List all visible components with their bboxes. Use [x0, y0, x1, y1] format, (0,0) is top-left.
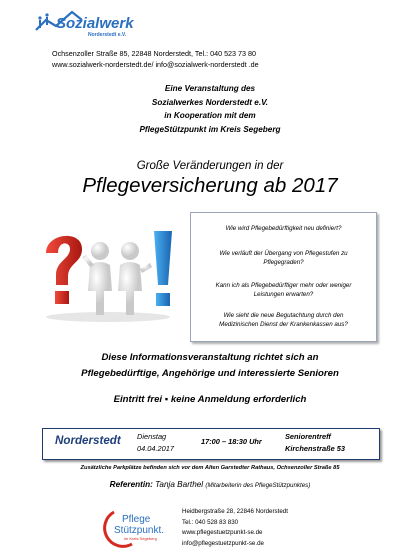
event-details-box	[42, 428, 380, 460]
svg-text:Stützpunkt.: Stützpunkt.	[114, 525, 165, 536]
question-item-2: Wie verläuft der Übergang von Pflegestufen zu Pflegegraden?	[219, 250, 348, 267]
intro-line-4: PflegeStützpunkt im Kreis Segeberg	[139, 124, 281, 134]
pflegestuetzpunkt-logo	[102, 508, 172, 548]
header-address	[52, 48, 259, 70]
figure-head-left	[91, 242, 109, 260]
question-figures-illustration	[38, 225, 178, 325]
question-mark-icon	[46, 236, 82, 285]
speaker-label: Referentin:	[109, 480, 153, 489]
question-item-4: Wie sieht die neue Begutachtung durch den Medizinischen Dienst der Krankenkassen aus?	[219, 312, 348, 329]
footer-address: Heidbergstraße 28, 22846 Norderstedt	[182, 508, 288, 515]
audience-line-1: Diese Informationsveranstaltung richtet sich an	[101, 352, 319, 363]
web-line: www.sozialwerk-norderstedt.de/ info@sozialwerk-norderstedt .de	[52, 60, 259, 69]
speaker-name: Tanja Barthel	[155, 480, 204, 489]
speaker-note: (Mitarbeiterin des PflegeStützpunktes)	[205, 482, 311, 489]
intro-line-1: Eine Veranstaltung des	[164, 84, 256, 93]
intro-line-3: in Kooperation mit dem	[164, 111, 256, 121]
footer-phone: Tel.: 040 528 83 830	[182, 518, 239, 526]
event-city: Norderstedt	[55, 434, 121, 447]
audience-info	[0, 350, 420, 381]
event-weekday: Dienstag	[137, 432, 167, 441]
svg-text:Pflege: Pflege	[122, 514, 151, 525]
sozialwerk-logo	[32, 8, 152, 40]
speaker-line	[0, 480, 420, 489]
footer-contact	[182, 507, 288, 549]
event-date-value: 04.04.2017	[137, 443, 174, 453]
entry-info: Eintritt frei ▪ keine Anmeldung erforderlich	[113, 394, 307, 405]
event-venue-street: Kirchenstraße 53	[285, 443, 345, 453]
questions-box	[190, 212, 377, 342]
intro-line-2: Sozialwerkes Norderstedt e.V.	[151, 97, 269, 107]
svg-text:im Kreis Segeberg: im Kreis Segeberg	[124, 536, 157, 541]
headline-sub: Große Veränderungen in der	[136, 160, 284, 172]
svg-text:Sozialwerk: Sozialwerk	[56, 15, 134, 32]
figure-head-right	[121, 242, 139, 260]
exclamation-mark-icon	[154, 231, 172, 285]
event-time: 17:00 – 18:30 Uhr	[201, 437, 262, 446]
svg-text:Norderstedt e.V.: Norderstedt e.V.	[88, 32, 127, 38]
question-item-3: Kann ich als Pflegebedürftiger mehr oder weniger Leistungen erwarten?	[215, 282, 352, 299]
intro-block	[0, 82, 420, 136]
audience-line-2: Pflegebedürftige, Angehörige und interessierte Senioren	[81, 367, 339, 379]
footer-email: info@pflegestuetzpunkt-se.de	[182, 539, 264, 547]
address-line: Ochsenzoller Straße 85, 22848 Norderstedt, Tel.: 040 523 73 80	[52, 49, 257, 58]
question-item-1: Wie wird Pflegebedürftigkeit neu definiert?	[225, 225, 342, 232]
headline-main: Pflegeversicherung ab 2017	[82, 174, 338, 197]
event-venue	[285, 431, 345, 454]
event-date	[137, 431, 174, 454]
footer-web: www.pflegestuetzpunkt-se.de	[182, 529, 263, 536]
parking-note: Zusätzliche Parkplätze befinden sich vor dem Alten Garstedter Rathaus, Ochsenzoller Straße 85	[80, 465, 340, 471]
event-venue-name: Seniorentreff	[285, 432, 331, 441]
